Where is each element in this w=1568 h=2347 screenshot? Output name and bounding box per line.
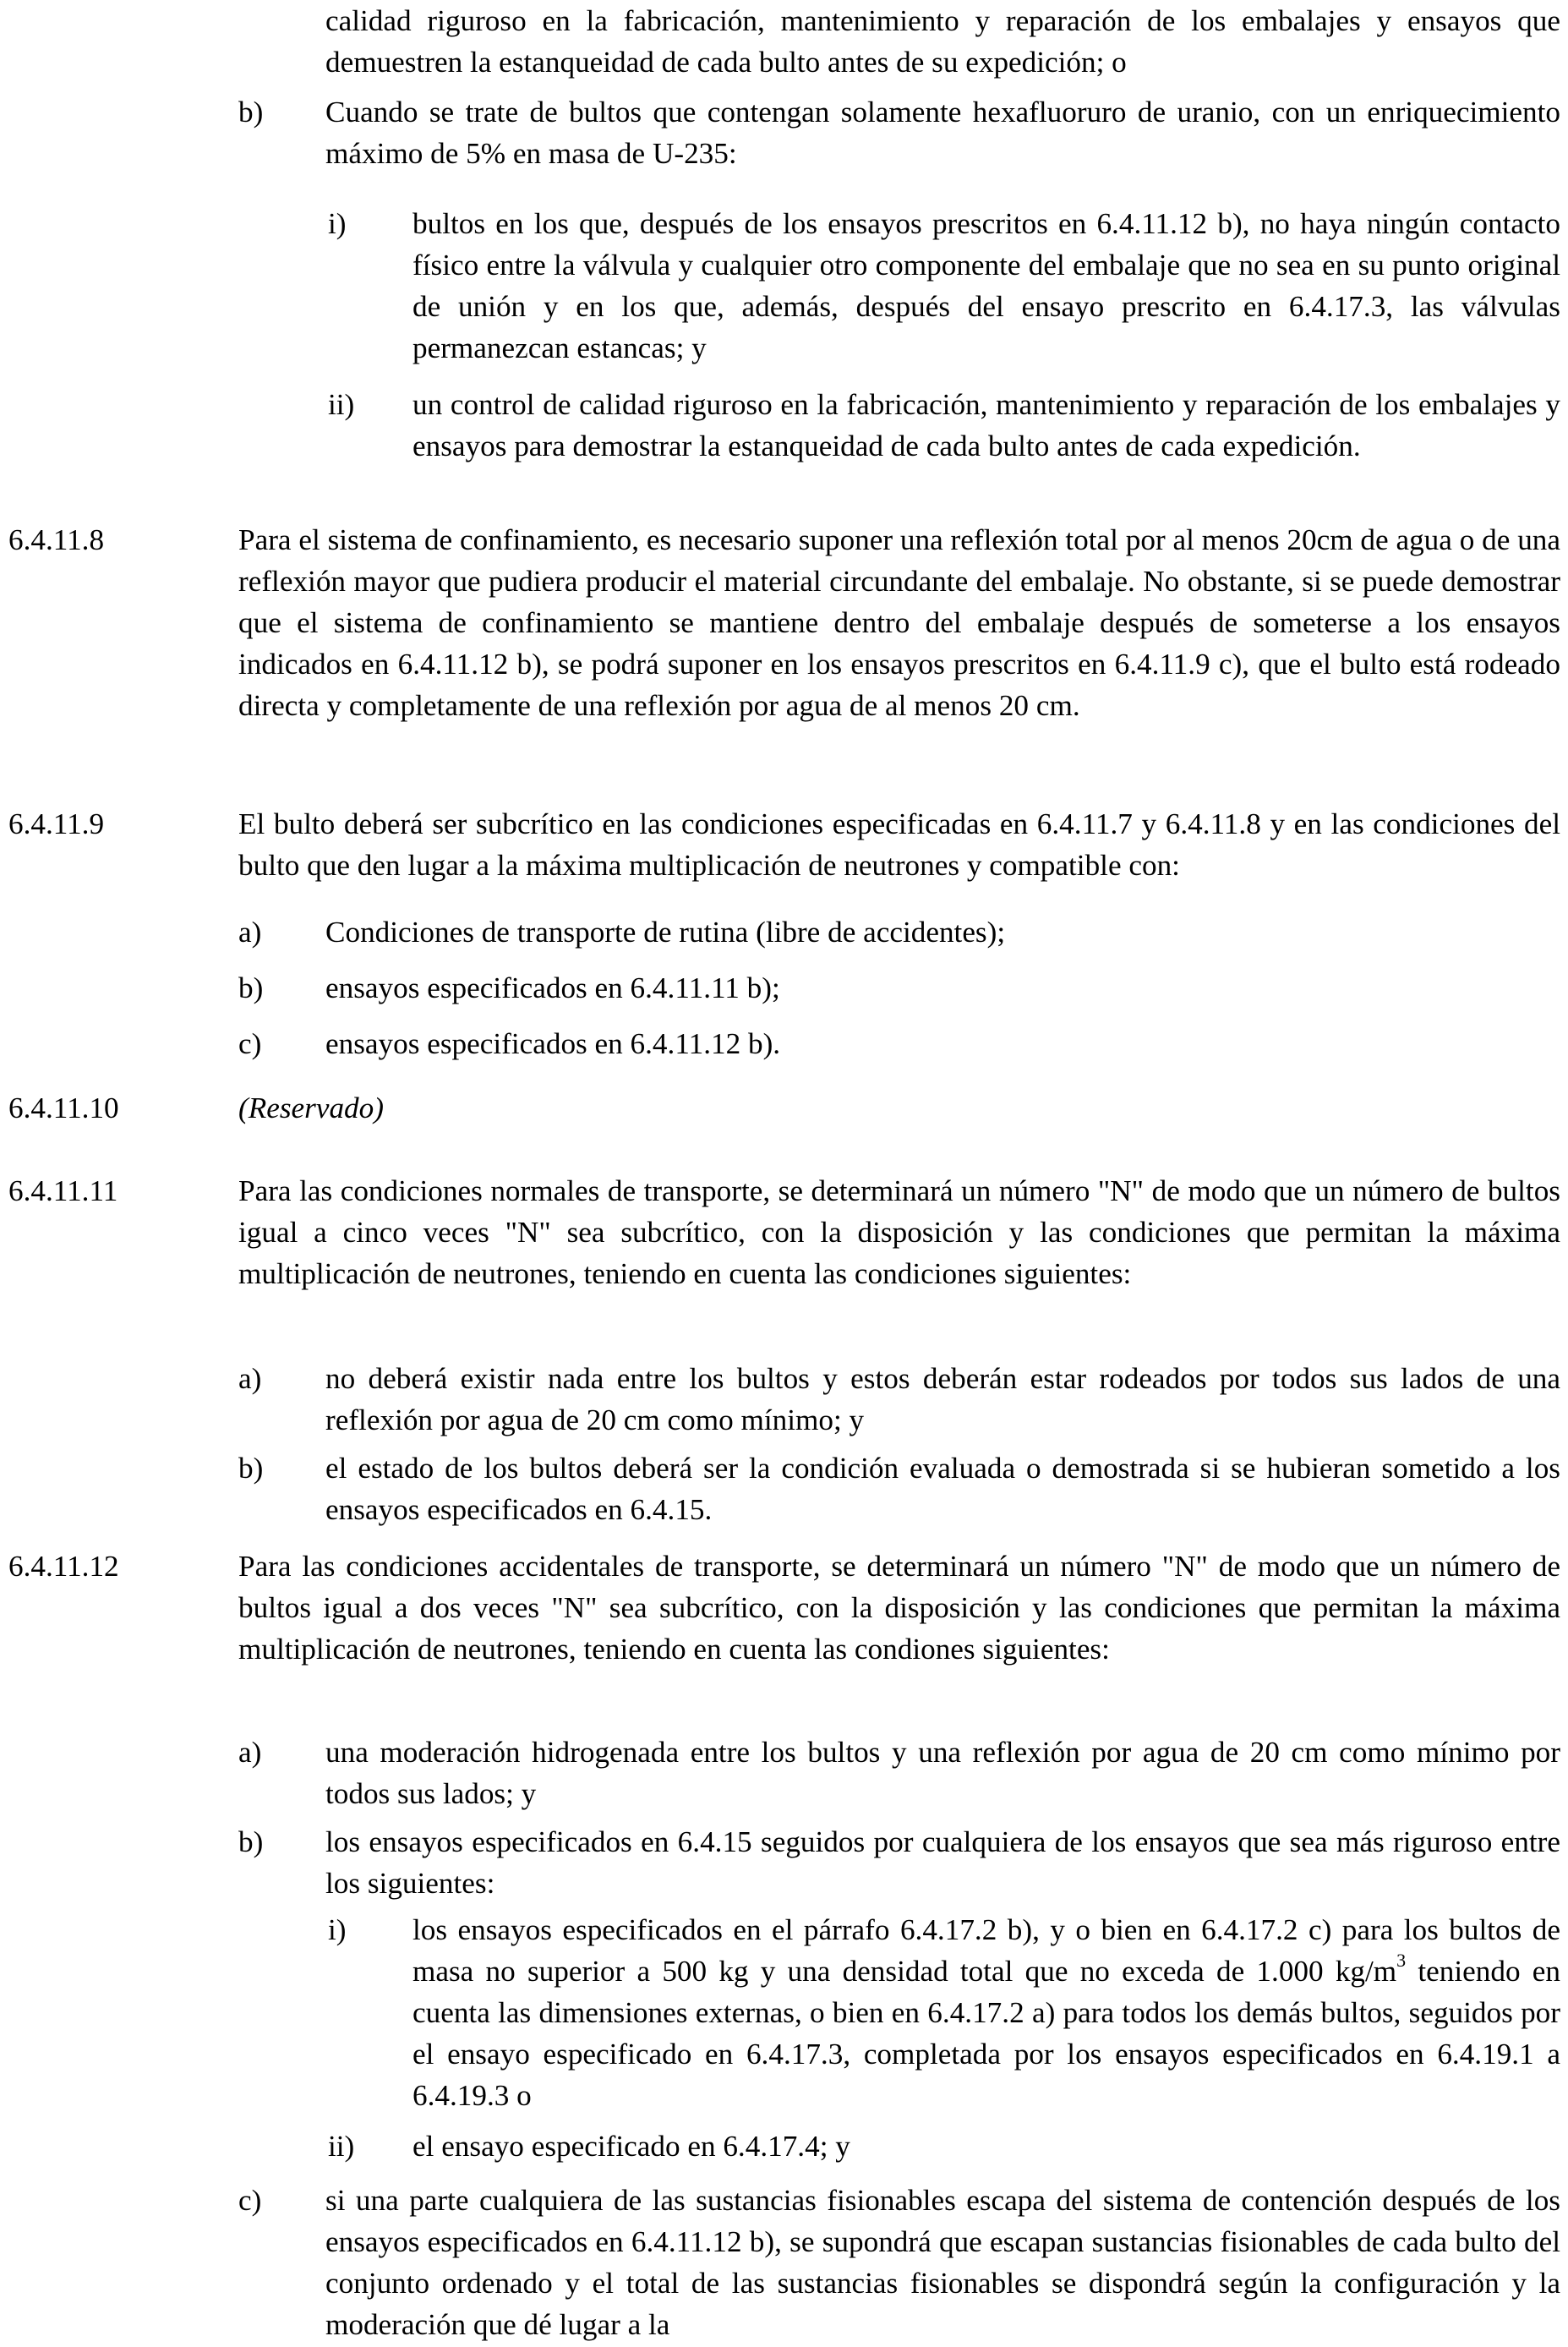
section-text-6-4-11-12: Para las condiciones accidentales de transporte, se determinará un número "N" de modo que un número de bultos igual a dos veces "N" sea subcrítico, con la disposición y las condiciones que permitan la máxima multiplicación de neutrones, teniendo en cuenta las condiones siguientes:: [238, 1550, 1560, 1666]
section-text-6-4-11-10: (Reservado): [238, 1091, 384, 1124]
section-number-6-4-11-12: 6.4.11.12: [8, 1550, 119, 1583]
superscript-exponent: 3: [1396, 1950, 1407, 1972]
list-item-b-text: ensayos especificados en 6.4.11.11 b);: [325, 971, 780, 1004]
sublist-item-i-text: bultos en los que, después de los ensayos prescritos en 6.4.11.12 b), no haya ningún contacto físico entre la válvula y cualquier otro componente del embalaje que no sea en su punto original de unión y en los que, además, después del ensayo prescrito en 6.4.17.3, las válvulas permanezcan estancas; y: [412, 207, 1560, 364]
section-number-6-4-11-9: 6.4.11.9: [8, 807, 105, 840]
section-number-6-4-11-8: 6.4.11.8: [8, 523, 105, 556]
list-label-b: b): [238, 971, 264, 1004]
list-label-a: a): [238, 916, 262, 949]
list-label-b: b): [238, 1452, 264, 1485]
list-item-a-text: no deberá existir nada entre los bultos y estos deberán estar rodeados por todos sus lados de una reflexión por agua de 20 cm como mínimo; y: [325, 1362, 1560, 1436]
list-item-a-text: Condiciones de transporte de rutina (libre de accidentes);: [325, 916, 1006, 949]
sublist-item-i-text-after: teniendo en cuenta las dimensiones externas, o bien en 6.4.17.2 a) para todos los demás bultos, seguidos por el ensayo especificado en 6.4.17.3, completada por los ensayos especificados en 6.4.19.1 a 6.4.19.3 o: [412, 1955, 1560, 2112]
sublist-label-ii: ii): [328, 388, 355, 421]
sublist-item-i-text: [412, 1909, 1560, 2116]
sublist-item-ii-text: un control de calidad riguroso en la fabricación, mantenimiento y reparación de los embalajes y ensayos para demostrar la estanqueidad de cada bulto antes de cada expedición.: [412, 388, 1560, 462]
list-item-b-text: el estado de los bultos deberá ser la condición evaluada o demostrada si se hubieran sometido a los ensayos especificados en 6.4.15.: [325, 1452, 1560, 1526]
sublist-label-ii: ii): [328, 2130, 355, 2163]
section-text-6-4-11-11: Para las condiciones normales de transporte, se determinará un número "N" de modo que un número de bultos igual a cinco veces "N" sea subcrítico, con la disposición y las condiciones que permitan la máxima multiplicación de neutrones, teniendo en cuenta las condiciones siguientes:: [238, 1174, 1560, 1290]
list-item-b-text: Cuando se trate de bultos que contengan solamente hexafluoruro de uranio, con un enriquecimiento máximo de 5% en masa de U-235:: [325, 96, 1560, 170]
list-item-a-text: una moderación hidrogenada entre los bultos y una reflexión por agua de 20 cm como mínimo por todos sus lados; y: [325, 1736, 1560, 1810]
sublist-item-i-text-before: los ensayos especificados en el párrafo 6.4.17.2 b), y o bien en 6.4.17.2 c) para los bultos de masa no superior a 500 kg y una densidad total que no exceda de 1.000 kg/m: [412, 1913, 1560, 1988]
list-label-a: a): [238, 1736, 262, 1769]
list-label-b: b): [238, 96, 264, 129]
list-label-c: c): [238, 2184, 262, 2217]
list-item-c-text: ensayos especificados en 6.4.11.12 b).: [325, 1027, 781, 1060]
sublist-item-ii-text: el ensayo especificado en 6.4.17.4; y: [412, 2130, 850, 2163]
section-number-6-4-11-11: 6.4.11.11: [8, 1174, 118, 1207]
section-text-6-4-11-9: El bulto deberá ser subcrítico en las condiciones especificadas en 6.4.11.7 y 6.4.11.8 y en las condiciones del bulto que den lugar a la máxima multiplicación de neutrones y compatible con:: [238, 807, 1560, 882]
list-label-c: c): [238, 1027, 262, 1060]
sublist-label-i: i): [328, 1913, 347, 1946]
section-number-6-4-11-10: 6.4.11.10: [8, 1091, 119, 1124]
section-text-6-4-11-8: Para el sistema de confinamiento, es necesario suponer una reflexión total por al menos 20cm de agua o de una reflexión mayor que pudiera producir el material circundante del embalaje. No obstante, si se puede demostrar que el sistema de confinamiento se mantiene dentro del embalaje después de someterse a los ensayos indicados en 6.4.11.12 b), se podrá suponer en los ensayos prescritos en 6.4.11.9 c), que el bulto está rodeado directa y completamente de una reflexión por agua de al menos 20 cm.: [238, 523, 1560, 722]
list-item-b-text: los ensayos especificados en 6.4.15 seguidos por cualquiera de los ensayos que sea más riguroso entre los siguientes:: [325, 1825, 1560, 1900]
paragraph-continuation: calidad riguroso en la fabricación, mantenimiento y reparación de los embalajes y ensayos que demuestren la estanqueidad de cada bulto antes de su expedición; o: [325, 4, 1560, 79]
sublist-label-i: i): [328, 207, 347, 240]
list-label-a: a): [238, 1362, 262, 1395]
list-item-c-text: si una parte cualquiera de las sustancias fisionables escapa del sistema de contención después de los ensayos especificados en 6.4.11.12 b), se supondrá que escapan sustancias fisionables de cada bulto del conjunto ordenado y el total de las sustancias fisionables se dispondrá según la configuración y la moderación que dé lugar a la: [325, 2184, 1560, 2341]
list-label-b: b): [238, 1825, 264, 1858]
